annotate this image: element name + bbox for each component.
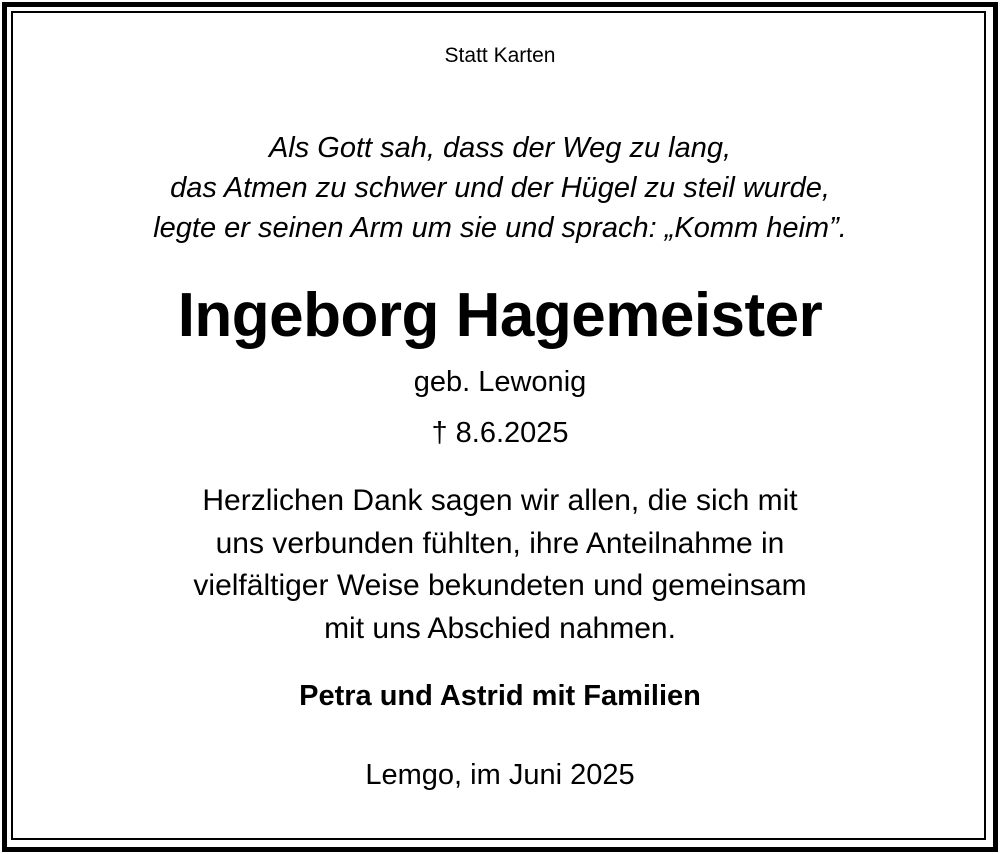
thanks-text	[0, 480, 1000, 650]
poem-line: legte er seinen Arm um sie und sprach: „Komm heim”.	[153, 212, 847, 244]
header-statt-karten: Statt Karten	[444, 44, 556, 67]
place-date: Lemgo, im Juni 2025	[365, 759, 635, 791]
poem	[0, 128, 1000, 248]
deceased-name: Ingeborg Hagemeister	[177, 281, 823, 350]
poem-line: Als Gott sah, dass der Weg zu lang,	[268, 132, 732, 164]
poem-line: das Atmen zu schwer und der Hügel zu steil wurde,	[170, 172, 830, 204]
family-signature: Petra und Astrid mit Familien	[299, 680, 701, 712]
thanks-line: vielfältiger Weise bekundeten und gemeinsam	[193, 569, 807, 602]
thanks-line: mit uns Abschied nahmen.	[324, 611, 676, 645]
death-date: † 8.6.2025	[431, 417, 569, 449]
thanks-line: uns verbunden fühlten, ihre Anteilnahme in	[215, 526, 785, 560]
birth-name: geb. Lewonig	[413, 366, 587, 398]
thanks-line: Herzlichen Dank sagen wir allen, die sich mit	[202, 484, 798, 517]
